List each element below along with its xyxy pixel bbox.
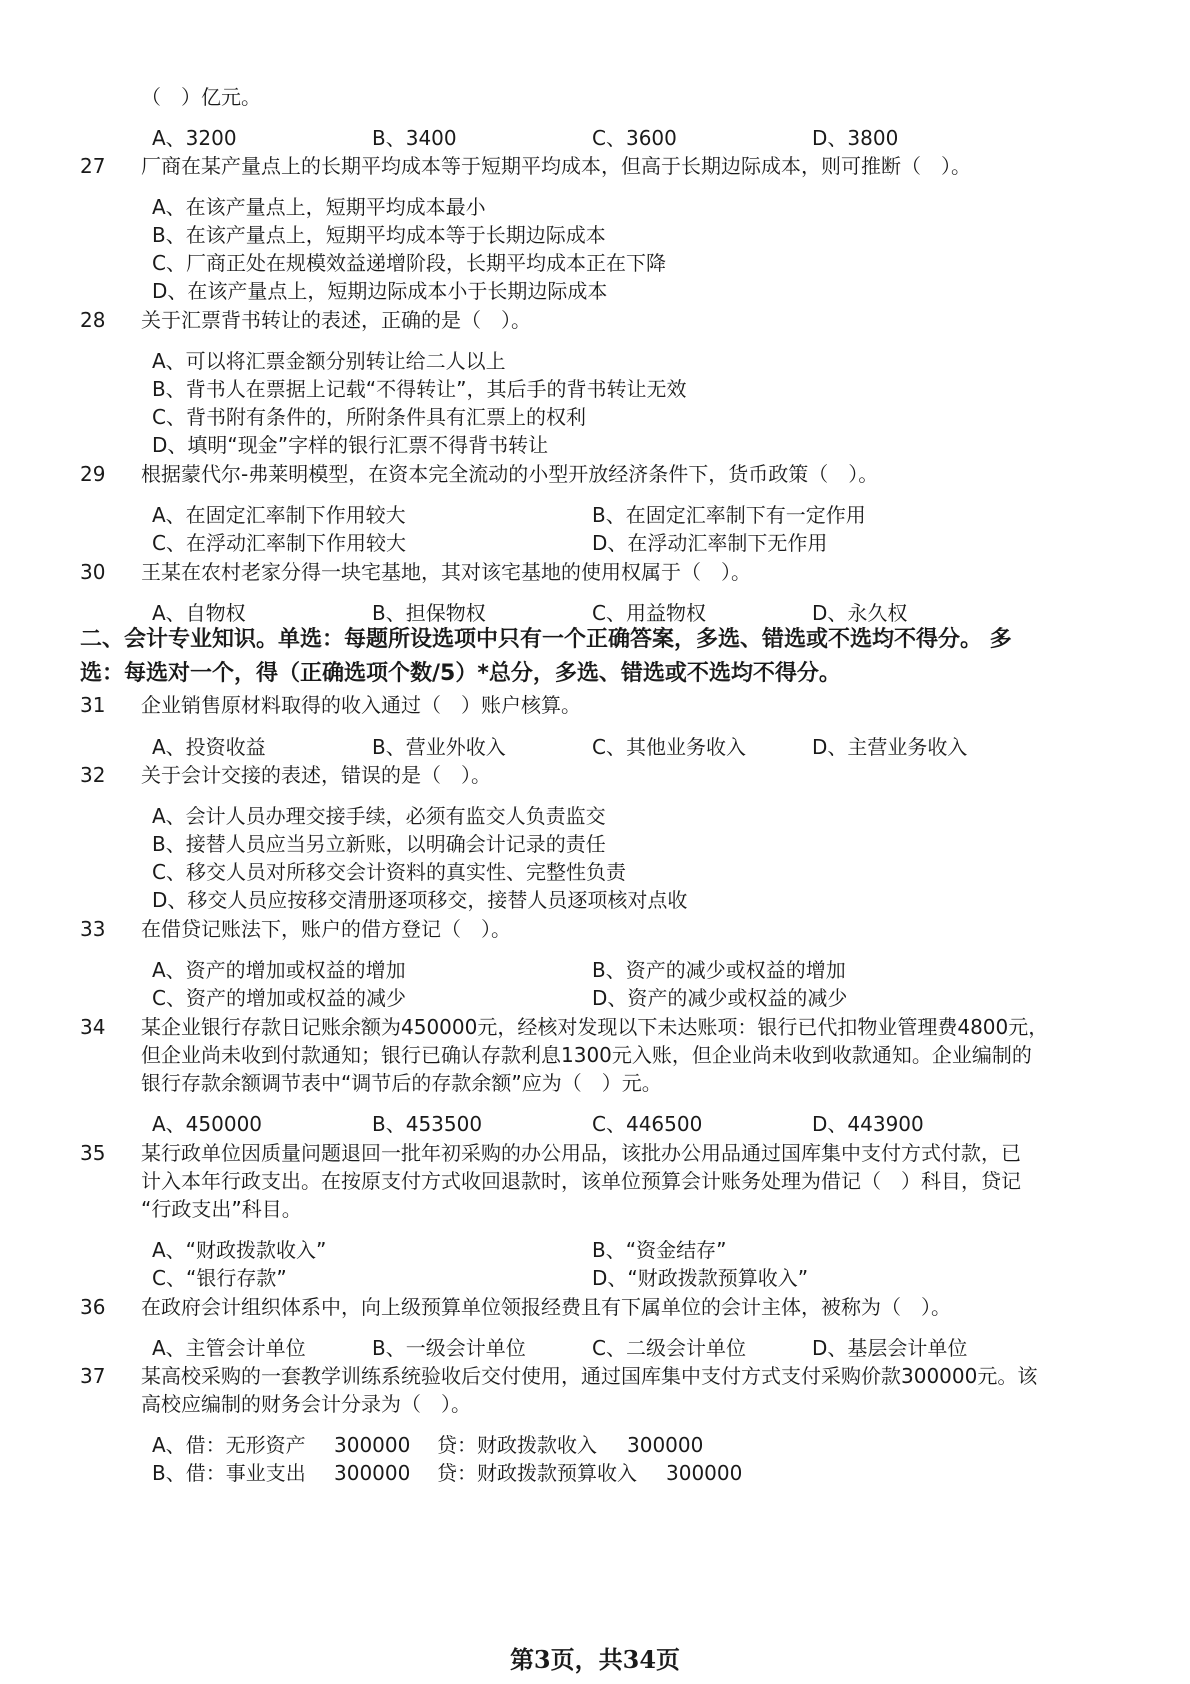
- q34-stem-line-1: 某企业银行存款日记账余额为450000元，经核对发现以下未达账项：银行已代扣物业管理费4800元，: [141, 1015, 1049, 1039]
- q34-number: 34: [80, 1015, 106, 1039]
- q32-option-c: C、移交人员对所移交会计资料的真实性、完整性负责: [152, 860, 626, 884]
- q37-option-b-credit-amount: 300000: [666, 1461, 743, 1485]
- q35-stem-line-1: 某行政单位因质量问题退回一批年初采购的办公用品，该批办公用品通过国库集中支付方式付款，已: [141, 1141, 1021, 1165]
- q37-option-a-credit: 贷：财政拨款收入: [437, 1433, 597, 1457]
- q33-stem: 在借贷记账法下，账户的借方登记（ ）。: [141, 917, 511, 941]
- q36-option-b: B、一级会计单位: [372, 1336, 526, 1360]
- q35-stem-line-2: 计入本年行政支出。在按原支付方式收回退款时，该单位预算会计账务处理为借记（ ）科目，贷记: [141, 1169, 1021, 1193]
- q35-option-c: C、“银行存款”: [152, 1266, 287, 1290]
- q26-stem-tail: （ ）亿元。: [141, 85, 261, 109]
- q37-stem-line-1: 某高校采购的一套教学训练系统验收后交付使用，通过国库集中支付方式支付采购价款300000元。该: [141, 1364, 1038, 1388]
- q27-stem: 厂商在某产量点上的长期平均成本等于短期平均成本，但高于长期边际成本，则可推断（ ）。: [141, 154, 971, 178]
- q27-option-a: A、在该产量点上，短期平均成本最小: [152, 195, 486, 219]
- q28-option-d: D、填明“现金”字样的银行汇票不得背书转让: [152, 433, 549, 457]
- q30-option-a: A、自物权: [152, 601, 246, 625]
- q26-option-d: D、3800: [812, 126, 899, 150]
- section-heading-line-2: 选：每选对一个，得（正确选项个数/5）*总分，多选、错选或不选均不得分。: [80, 661, 841, 686]
- q36-option-d: D、基层会计单位: [812, 1336, 968, 1360]
- q35-stem-line-3: “行政支出”科目。: [141, 1197, 302, 1221]
- q29-number: 29: [80, 462, 106, 486]
- q36-option-a: A、主管会计单位: [152, 1336, 306, 1360]
- q29-option-c: C、在浮动汇率制下作用较大: [152, 531, 406, 555]
- q31-stem: 企业销售原材料取得的收入通过（ ）账户核算。: [141, 693, 581, 717]
- q33-number: 33: [80, 917, 106, 941]
- q26-option-b: B、3400: [372, 126, 457, 150]
- q34-stem-line-3: 银行存款余额调节表中“调节后的存款余额”应为（ ）元。: [141, 1071, 662, 1095]
- q27-option-d: D、在该产量点上，短期边际成本小于长期边际成本: [152, 279, 608, 303]
- q32-option-b: B、接替人员应当另立新账，以明确会计记录的责任: [152, 832, 606, 856]
- q37-option-a-debit-amount: 300000: [334, 1433, 411, 1457]
- q27-option-c: C、厂商正处在规模效益递增阶段，长期平均成本正在下降: [152, 251, 666, 275]
- q33-option-d: D、资产的减少或权益的减少: [592, 986, 848, 1010]
- q28-number: 28: [80, 308, 106, 332]
- q37-number: 37: [80, 1364, 106, 1388]
- q32-option-d: D、移交人员应按移交清册逐项移交，接替人员逐项核对点收: [152, 888, 688, 912]
- q29-option-b: B、在固定汇率制下有一定作用: [592, 503, 866, 527]
- q30-option-c: C、用益物权: [592, 601, 706, 625]
- q36-option-c: C、二级会计单位: [592, 1336, 746, 1360]
- q37-option-a-credit-amount: 300000: [627, 1433, 704, 1457]
- q35-option-a: A、“财政拨款收入”: [152, 1238, 327, 1262]
- q35-option-d: D、“财政拨款预算收入”: [592, 1266, 809, 1290]
- q26-option-a: A、3200: [152, 126, 237, 150]
- q37-option-b-debit: B、借：事业支出: [152, 1461, 306, 1485]
- q26-option-c: C、3600: [592, 126, 677, 150]
- q34-option-b: B、453500: [372, 1112, 483, 1136]
- q27-number: 27: [80, 154, 106, 178]
- q29-option-d: D、在浮动汇率制下无作用: [592, 531, 828, 555]
- q36-stem: 在政府会计组织体系中，向上级预算单位领报经费且有下属单位的会计主体，被称为（ ）。: [141, 1295, 951, 1319]
- q29-stem: 根据蒙代尔-弗莱明模型，在资本完全流动的小型开放经济条件下，货币政策（ ）。: [141, 462, 879, 486]
- q31-option-c: C、其他业务收入: [592, 735, 746, 759]
- q31-option-d: D、主营业务收入: [812, 735, 968, 759]
- q29-option-a: A、在固定汇率制下作用较大: [152, 503, 406, 527]
- q32-stem: 关于会计交接的表述，错误的是（ ）。: [141, 763, 491, 787]
- q28-option-a: A、可以将汇票金额分别转让给二人以上: [152, 349, 506, 373]
- q37-option-b-credit: 贷：财政拨款预算收入: [437, 1461, 637, 1485]
- q31-option-a: A、投资收益: [152, 735, 266, 759]
- q30-option-d: D、永久权: [812, 601, 908, 625]
- page-footer: 第3页，共34页: [509, 1645, 681, 1674]
- q30-stem: 王某在农村老家分得一块宅基地，其对该宅基地的使用权属于（ ）。: [141, 560, 751, 584]
- q28-option-c: C、背书附有条件的，所附条件具有汇票上的权利: [152, 405, 586, 429]
- q32-number: 32: [80, 763, 106, 787]
- q37-option-a-debit: A、借：无形资产: [152, 1433, 306, 1457]
- q34-stem-line-2: 但企业尚未收到付款通知；银行已确认存款利息1300元入账，但企业尚未收到收款通知。企业编制的: [141, 1043, 1032, 1067]
- q37-option-b-debit-amount: 300000: [334, 1461, 411, 1485]
- section-heading-line-1: 二、会计专业知识。单选：每题所设选项中只有一个正确答案，多选、错选或不选均不得分。 多: [80, 627, 1012, 652]
- q27-option-b: B、在该产量点上，短期平均成本等于长期边际成本: [152, 223, 606, 247]
- q37-stem-line-2: 高校应编制的财务会计分录为（ ）。: [141, 1392, 471, 1416]
- q35-number: 35: [80, 1141, 106, 1165]
- q30-option-b: B、担保物权: [372, 601, 486, 625]
- q34-option-a: A、450000: [152, 1112, 263, 1136]
- q33-option-a: A、资产的增加或权益的增加: [152, 958, 406, 982]
- q31-option-b: B、营业外收入: [372, 735, 506, 759]
- q33-option-b: B、资产的减少或权益的增加: [592, 958, 846, 982]
- q34-option-c: C、446500: [592, 1112, 703, 1136]
- q31-number: 31: [80, 693, 106, 717]
- q28-option-b: B、背书人在票据上记载“不得转让”，其后手的背书转让无效: [152, 377, 687, 401]
- q36-number: 36: [80, 1295, 106, 1319]
- q34-option-d: D、443900: [812, 1112, 924, 1136]
- q33-option-c: C、资产的增加或权益的减少: [152, 986, 406, 1010]
- q35-option-b: B、“资金结存”: [592, 1238, 727, 1262]
- q30-number: 30: [80, 560, 106, 584]
- q32-option-a: A、会计人员办理交接手续，必须有监交人负责监交: [152, 804, 606, 828]
- q28-stem: 关于汇票背书转让的表述，正确的是（ ）。: [141, 308, 531, 332]
